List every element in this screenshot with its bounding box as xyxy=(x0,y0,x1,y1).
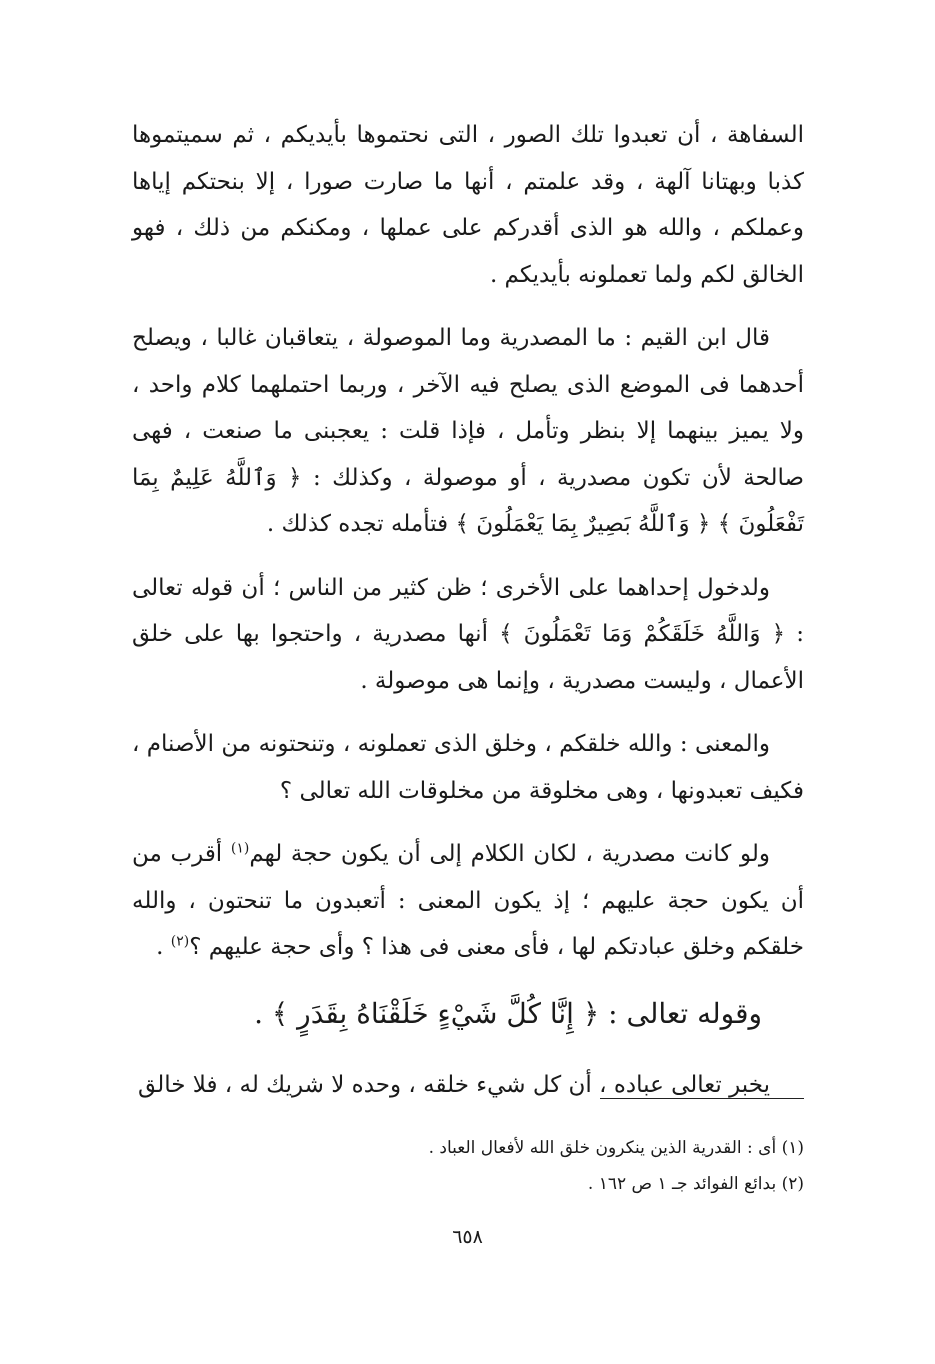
paragraph-5 xyxy=(132,831,804,971)
paragraph-4: والمعنى : والله خلقكم ، وخلق الذى تعملونه ، وتنحتونه من الأصنام ، فكيف تعبدونها ، وهى مخلوقة من مخلوقات الله تعالى ؟ xyxy=(132,731,804,804)
footnote-1-marker: (١) xyxy=(230,840,250,857)
paragraph-5-part-c: . xyxy=(156,934,171,960)
paragraph-6-ayah: وقوله تعالى : ﴿ إِنَّا كُلَّ شَيْءٍ خَلَقْنَاهُ بِقَدَرٍ ﴾ . xyxy=(254,996,762,1030)
footnote-divider xyxy=(600,1098,804,1099)
paragraph-2: قال ابن القيم : ما المصدرية وما الموصولة ، يتعاقبان غالبا ، ويصلح أحدهما فى الموضع الذى يصلح فيه الآخر ، وربما احتملهما كلام واحد ، ولا يميز بينهما إلا بنظر وتأمل ، فإذا قلت : يعجبنى ما صنعت ، فهى صالحة لأن تكون مصدرية ، أو موصولة ، وكذلك : ﴿ وَٱللَّهُ عَلِيمٌ بِمَا تَفْعَلُونَ ﴾ ﴿ وَٱللَّهُ بَصِيرٌ بِمَا يَعْمَلُونَ ﴾ فتأمله تجده كذلك . xyxy=(132,325,804,537)
footnotes xyxy=(300,1130,804,1202)
footnote-1: (١) أى : القدرية الذين ينكرون خلق الله لأفعال العباد . xyxy=(428,1138,804,1158)
paragraph-3: ولدخول إحداهما على الأخرى ؛ ظن كثير من الناس ؛ أن قوله تعالى : ﴿ وَاللَّهُ خَلَقَكُمْ وَمَا تَعْمَلُونَ ﴾ أنها مصدرية ، واحتجوا بها على خلق الأعمال ، وليست مصدرية ، وإنما هى موصولة . xyxy=(132,574,804,694)
footnote-2-marker: (٢) xyxy=(170,933,190,950)
page-number: ٦٥٨ xyxy=(452,1226,483,1248)
paragraph-7: يخبر تعالى عباده ، أن كل شيء خلقه ، وحده لا شريك له ، فلا خالق xyxy=(138,1071,770,1098)
main-text xyxy=(132,112,804,1125)
paragraph-1: السفاهة ، أن تعبدوا تلك الصور ، التى نحتموها بأيديكم ، ثم سميتموها كذبا وبهتانا آلهة ، وقد علمتم ، أنها ما صارت صورا ، إلا بنحتكم إياها وعملكم ، والله هو الذى أقدركم على عملها ، ومكنكم من ذلك ، فهو الخالق لكم ولما تعملونه بأيديكم . xyxy=(132,122,804,288)
footnote-2: (٢) بدائع الفوائد جـ ١ ص ١٦٢ . xyxy=(587,1174,804,1194)
paragraph-5-part-b: أقرب من أن يكون حجة عليهم ؛ إذ يكون المعنى : أتعبدون ما تنحتون ، والله خلقكم وخلق عبادتكم لها ، فأى معنى فى هذا ؟ وأى حجة عليهم ؟ xyxy=(132,841,804,960)
paragraph-5-part-a: ولو كانت مصدرية ، لكان الكلام إلى أن يكون حجة لهم xyxy=(249,841,770,867)
